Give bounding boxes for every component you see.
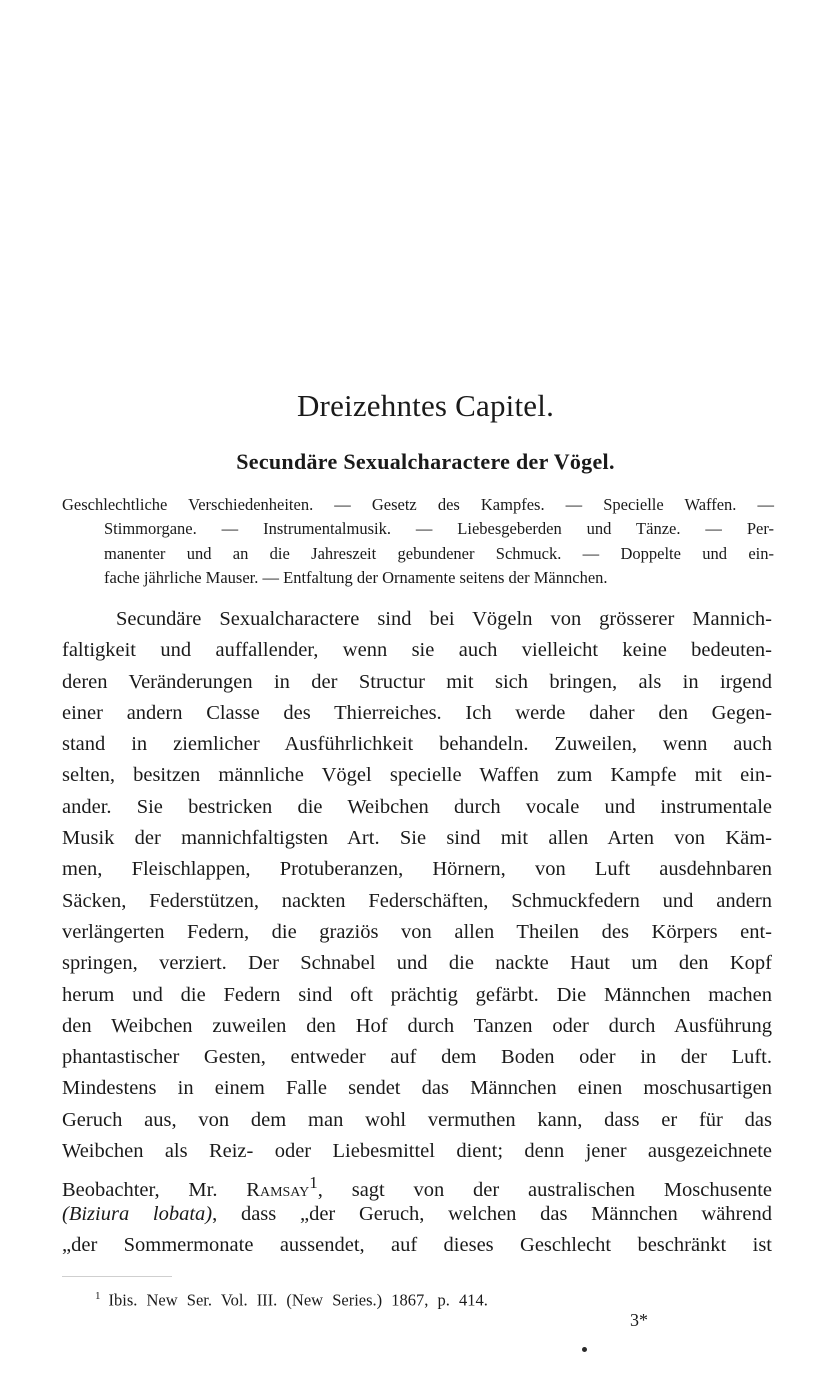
body-line [62,1167,772,1202]
summary-line: Geschlechtliche Verschiedenheiten. — Gesetz des Kampfes. — Specielle Waffen. — [62,495,774,514]
body-line: men, Fleischlappen, Protuberanzen, Hörnern, von Luft ausdehnbaren [62,858,772,881]
body-line: „der Sommermonate aussendet, auf dieses Geschlecht beschränkt ist [62,1233,772,1256]
summary-line: Stimmorgane. — Instrumentalmusik. — Liebesgeberden und Tänze. — Per- [104,519,774,539]
body-line: den Weibchen zuweilen den Hof durch Tanzen oder durch Ausführung [62,1014,772,1037]
body-line: herum und die Federn sind oft prächtig gefärbt. Die Männchen machen [62,983,772,1006]
body-line: ander. Sie bestricken die Weibchen durch vocale und instrumentale [62,795,772,818]
author-name: Ramsay [246,1179,310,1202]
body-line: selten, besitzen männliche Vögel specielle Waffen zum Kampfe mit ein- [62,764,772,787]
body-line: Musik der mannichfaltigsten Art. Sie sind mit allen Arten von Käm- [62,827,772,850]
chapter-subtitle: Secundäre Sexualcharactere der Vögel. [236,449,615,474]
summary-line: fache jährliche Mauser. — Entfaltung der Ornamente seitens der Männchen. [104,567,608,587]
species-name: (Biziura lobata) [62,1202,213,1225]
summary-line: manenter und an die Jahreszeit gebundener Schmuck. — Doppelte und ein- [104,543,774,563]
body-line: stand in ziemlicher Ausführlichkeit behandeln. Zuweilen, wenn auch [62,733,772,756]
body-line: Weibchen als Reiz- oder Liebesmittel dient; denn jener ausgezeichnete [62,1140,772,1163]
body-line: Säcken, Federstützen, nackten Federschäften, Schmuckfedern und andern [62,889,772,912]
body-text-segment: , dass „der Geruch, welchen das Männchen während [212,1202,772,1225]
signature-mark: 3* [630,1310,648,1330]
body-line: faltigkeit und auffallender, wenn sie auch vielleicht keine bedeuten- [62,639,772,662]
footnote-marker: 1 [95,1290,101,1302]
body-line: Mindestens in einem Falle sendet das Männchen einen moschusartigen [62,1077,772,1100]
body-line: deren Veränderungen in der Structur mit sich bringen, als in irgend [62,670,772,693]
body-line: verlängerten Federn, die graziös von allen Theilen des Körpers ent- [62,920,772,943]
body-line: Geruch aus, von dem man wohl vermuthen kann, dass er für das [62,1108,772,1131]
body-paragraph [62,604,772,1261]
footnote-reference[interactable]: 1 [309,1173,318,1193]
body-line [62,1199,772,1230]
footnote-divider [62,1276,172,1277]
ink-speck [582,1347,587,1352]
body-text-segment: , sagt von der australischen Moschusente [317,1179,772,1202]
chapter-title: Dreizehntes Capitel. [296,388,555,423]
body-text-segment: Beobachter, Mr. [62,1179,247,1202]
body-line: phantastischer Gesten, entweder auf dem Boden oder in der Luft. [62,1046,772,1069]
chapter-summary [62,493,774,590]
body-line: einer andern Classe des Thierreiches. Ich werde daher den Gegen- [62,701,772,724]
footnote [95,1290,488,1311]
footnote-text: Ibis. New Ser. Vol. III. (New Series.) 1867, p. 414. [108,1290,488,1310]
body-line: Secundäre Sexualcharactere sind bei Vögeln von grösserer Mannich- [116,608,772,630]
body-line: springen, verziert. Der Schnabel und die nackte Haut um den Kopf [62,952,772,975]
